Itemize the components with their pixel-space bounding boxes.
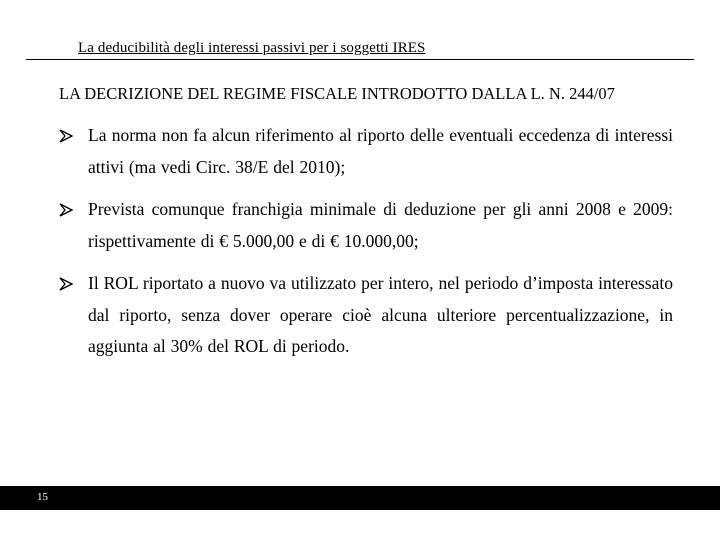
page-number: 15 (37, 491, 48, 503)
arrow-bullet-icon (59, 194, 75, 226)
arrow-bullet-icon (59, 268, 75, 300)
bullet-item (59, 194, 673, 257)
arrow-bullet-icon (59, 120, 75, 152)
footer-bar (0, 486, 720, 510)
bullet-text: La norma non fa alcun riferimento al riporto delle eventuali eccedenza di interessi attivi (ma vedi Circ. 38/E del 2010); (88, 125, 673, 177)
bullet-text: Il ROL riportato a nuovo va utilizzato per intero, nel periodo d’imposta interessato dal riporto, senza dover operare cioè alcuna ulteriore percentualizzazione, in aggiunta al 30% del ROL di periodo. (88, 273, 673, 356)
bullet-item (59, 268, 673, 363)
title-underline-divider (26, 59, 694, 60)
bullet-text: Prevista comunque franchigia minimale di deduzione per gli anni 2008 e 2009: rispettivamente di € 5.000,00 e di € 10.000,00; (88, 199, 673, 251)
section-subtitle: LA DECRIZIONE DEL REGIME FISCALE INTRODOTTO DALLA L. N. 244/07 (59, 84, 615, 103)
slide-title: La deducibilità degli interessi passivi per i soggetti IRES (78, 40, 426, 56)
bullet-item (59, 120, 673, 183)
